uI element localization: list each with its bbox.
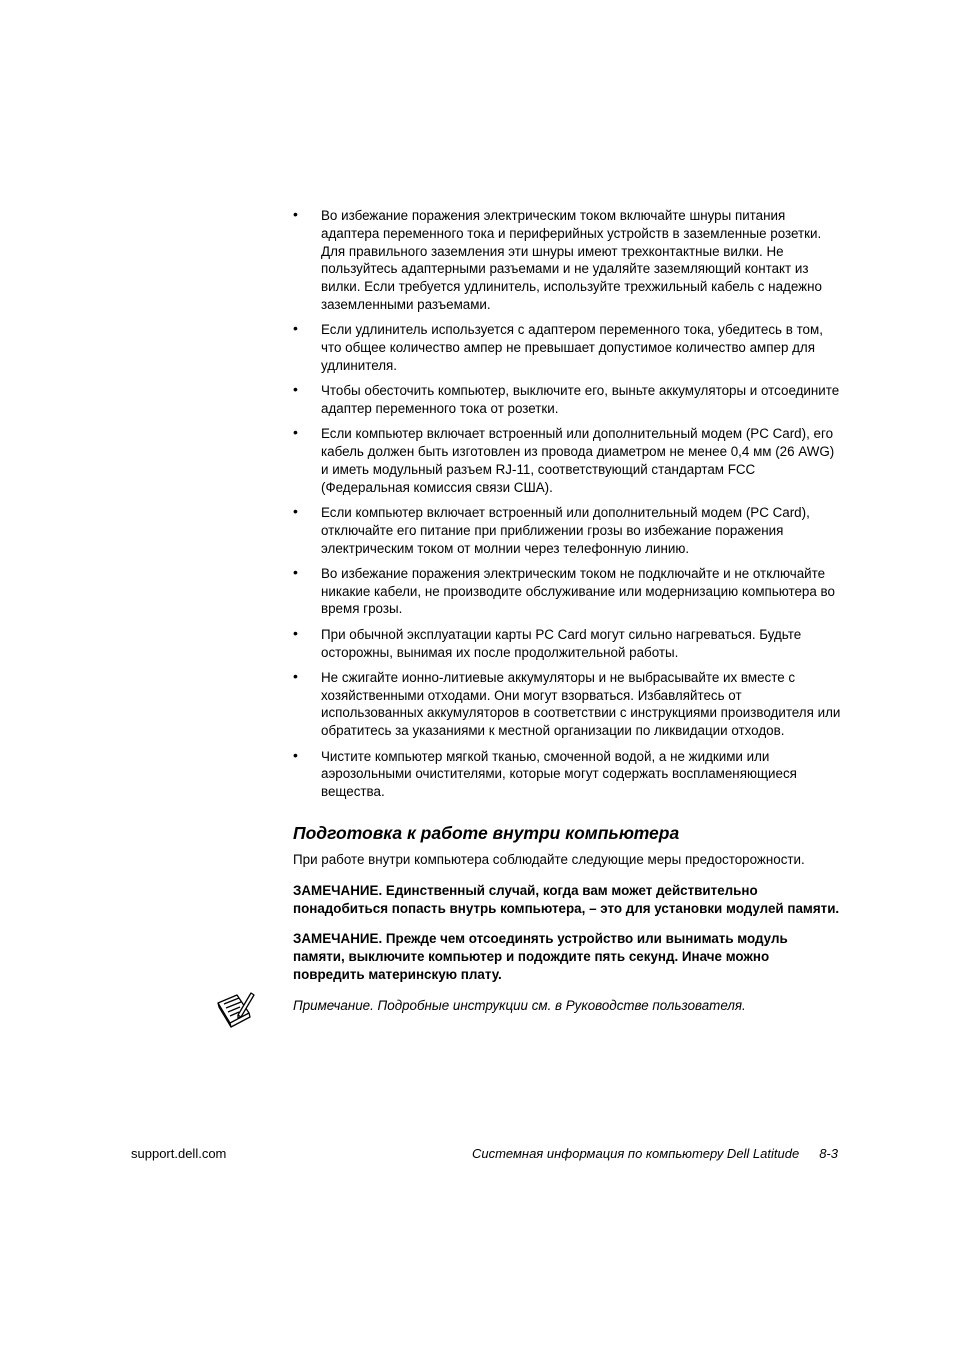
bullet-icon: • bbox=[293, 624, 298, 641]
bullet-icon: • bbox=[293, 206, 298, 222]
section-intro: При работе внутри компьютера соблюдайте следующие меры предосторожности. bbox=[293, 851, 805, 867]
list-item bbox=[293, 669, 843, 740]
list-item-text: Если компьютер включает встроенный или дополнительный модем (PC Card), его кабель должен быть изготовлен из провода диаметром не менее 0,4 мм (26 AWG) и иметь модульный разъем RJ-11, соответствующий стандартам FCC (Федеральная комиссия связи США). bbox=[321, 426, 835, 495]
footer-website: support.dell.com bbox=[131, 1146, 227, 1161]
list-item bbox=[293, 504, 843, 557]
page-content bbox=[293, 207, 843, 1014]
page-number: 8-3 bbox=[819, 1146, 838, 1161]
bullet-icon: • bbox=[293, 320, 298, 337]
list-item-text: Если удлинитель используется с адаптером переменного тока, убедитесь в том, что общее количество ампер не превышает допустимое количество ампер для удлинителя. bbox=[321, 322, 823, 373]
list-item-text: Если компьютер включает встроенный или дополнительный модем (PC Card), отключайте его питание при приближении грозы во избежание поражения электрическим током от молнии через телефонную линию. bbox=[321, 504, 810, 556]
list-item bbox=[293, 382, 843, 418]
note-pencil-icon bbox=[215, 991, 255, 1031]
list-item bbox=[293, 748, 843, 801]
safety-bullet-list bbox=[293, 207, 843, 801]
list-item-text: Чтобы обесточить компьютер, выключите его, выньте аккумуляторы и отсоедините адаптер переменного тока от розетки. bbox=[321, 383, 840, 416]
bullet-icon: • bbox=[293, 667, 298, 684]
note-text: Примечание. Подробные инструкции см. в Руководстве пользователя. bbox=[293, 997, 746, 1013]
list-item-text: При обычной эксплуатации карты PC Card могут сильно нагреваться. Будьте осторожны, вынимая их после продолжительной работы. bbox=[321, 626, 802, 660]
list-item-text: Во избежание поражения электрическим током включайте шнуры питания адаптера переменного тока и периферийных устройств в заземленные розетки. Для правильного заземления эти шнуры имеют трехконтактные вилки. Не пользуйтесь адаптерными разъемами и не удаляйте заземляющий контакт из вилки. Если требуется удлинитель, используйте трехжильный кабель с надежно заземленными разъемами. bbox=[321, 208, 822, 312]
bullet-icon: • bbox=[293, 381, 298, 398]
list-item-text: Во избежание поражения электрическим током не подключайте и не отключайте никакие кабели, не производите обслуживание или модернизацию компьютера во время грозы. bbox=[321, 565, 835, 617]
list-item bbox=[293, 207, 843, 314]
bullet-icon: • bbox=[293, 502, 298, 519]
footer-title: Системная информация по компьютеру Dell Latitude bbox=[471, 1146, 800, 1161]
bullet-icon: • bbox=[293, 424, 298, 441]
bullet-icon: • bbox=[293, 563, 298, 580]
list-item bbox=[293, 565, 843, 618]
list-item bbox=[293, 425, 843, 496]
footer-running-title bbox=[472, 1146, 838, 1162]
list-item bbox=[293, 321, 843, 374]
bullet-icon: • bbox=[293, 746, 298, 763]
list-item-text: Чистите компьютер мягкой тканью, смоченной водой, а не жидкими или аэрозольными очистителями, которые могут содержать воспламеняющиеся вещества. bbox=[321, 748, 797, 800]
section-heading: Подготовка к работе внутри компьютера bbox=[293, 822, 680, 843]
notice-memory-modules: ЗАМЕЧАНИЕ. Единственный случай, когда вам может действительно понадобиться попасть внутрь компьютера, – это для установки модулей памяти. bbox=[293, 882, 840, 916]
list-item bbox=[293, 626, 843, 662]
notice-power-off: ЗАМЕЧАНИЕ. Прежде чем отсоединять устройство или вынимать модуль памяти, выключите компьютер и подождите пять секунд. Иначе можно повредить материнскую плату. bbox=[293, 931, 788, 982]
note-block bbox=[293, 997, 843, 1015]
list-item-text: Не сжигайте ионно-литиевые аккумуляторы и не выбрасывайте их вместе с хозяйственными отходами. Они могут взорваться. Избавляйтесь от использованных аккумуляторов в соответствии с инструкциями производителя или обратитесь за указаниями к местной организации по ликвидации отходов. bbox=[321, 669, 841, 739]
